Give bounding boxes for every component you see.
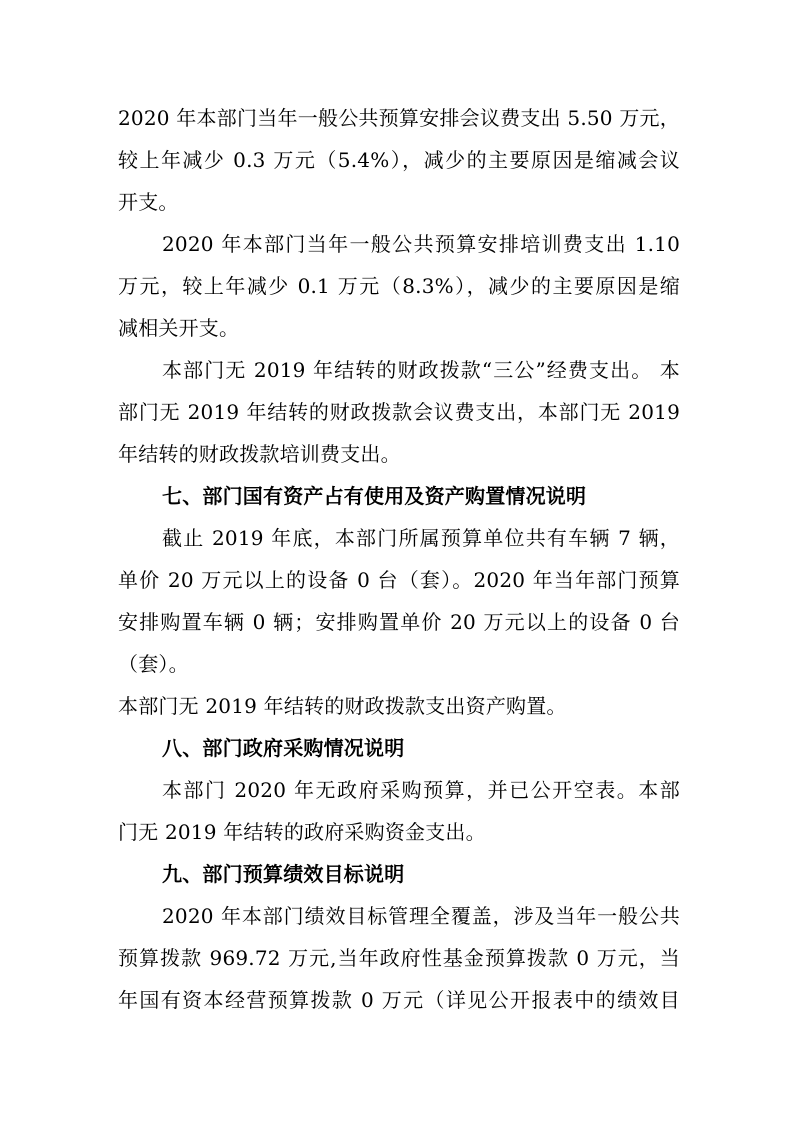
paragraph-line: 单价 20 万元以上的设备 0 台（套）。2020 年当年部门预算 <box>118 568 680 592</box>
paragraph-line: 2020 年本部门绩效目标管理全覆盖，涉及当年一般公共 <box>162 904 680 928</box>
paragraph-line: 减相关开支。 <box>118 316 240 340</box>
paragraph-line: 部门无 2019 年结转的财政拨款会议费支出，本部门无 2019 <box>118 400 680 424</box>
paragraph-line: 门无 2019 年结转的政府采购资金支出。 <box>118 820 486 844</box>
paragraph-line: 2020 年本部门当年一般公共预算安排会议费支出 5.50 万元， <box>118 106 680 130</box>
paragraph-line: 开支。 <box>118 190 179 214</box>
section-heading: 九、部门预算绩效目标说明 <box>162 862 405 886</box>
paragraph-line: 万元，较上年减少 0.1 万元（8.3%），减少的主要原因是缩 <box>118 274 680 298</box>
paragraph-line: 年国有资本经营预算拨款 0 万元（详见公开报表中的绩效目 <box>118 988 680 1012</box>
section-heading: 七、部门国有资产占有使用及资产购置情况说明 <box>162 484 587 508</box>
paragraph-line: 安排购置车辆 0 辆；安排购置单价 20 万元以上的设备 0 台 <box>118 610 680 634</box>
paragraph-line: （套）。 <box>118 652 189 676</box>
paragraph-line: 本部门无 2019 年结转的财政拨款支出资产购置。 <box>118 694 567 718</box>
section-heading: 八、部门政府采购情况说明 <box>162 736 405 760</box>
paragraph-line: 截止 2019 年底，本部门所属预算单位共有车辆 7 辆， <box>162 526 680 550</box>
paragraph-line: 2020 年本部门当年一般公共预算安排培训费支出 1.10 <box>162 232 680 256</box>
paragraph-line: 较上年减少 0.3 万元（5.4%），减少的主要原因是缩减会议 <box>118 148 680 172</box>
paragraph-line: 年结转的财政拨款培训费支出。 <box>118 442 401 466</box>
paragraph-line: 预算拨款 969.72 万元,当年政府性基金预算拨款 0 万元，当 <box>118 946 680 970</box>
paragraph-line: 本部门无 2019 年结转的财政拨款“三公”经费支出。 本 <box>162 358 680 382</box>
paragraph-line: 本部门 2020 年无政府采购预算，并已公开空表。本部 <box>162 778 680 802</box>
